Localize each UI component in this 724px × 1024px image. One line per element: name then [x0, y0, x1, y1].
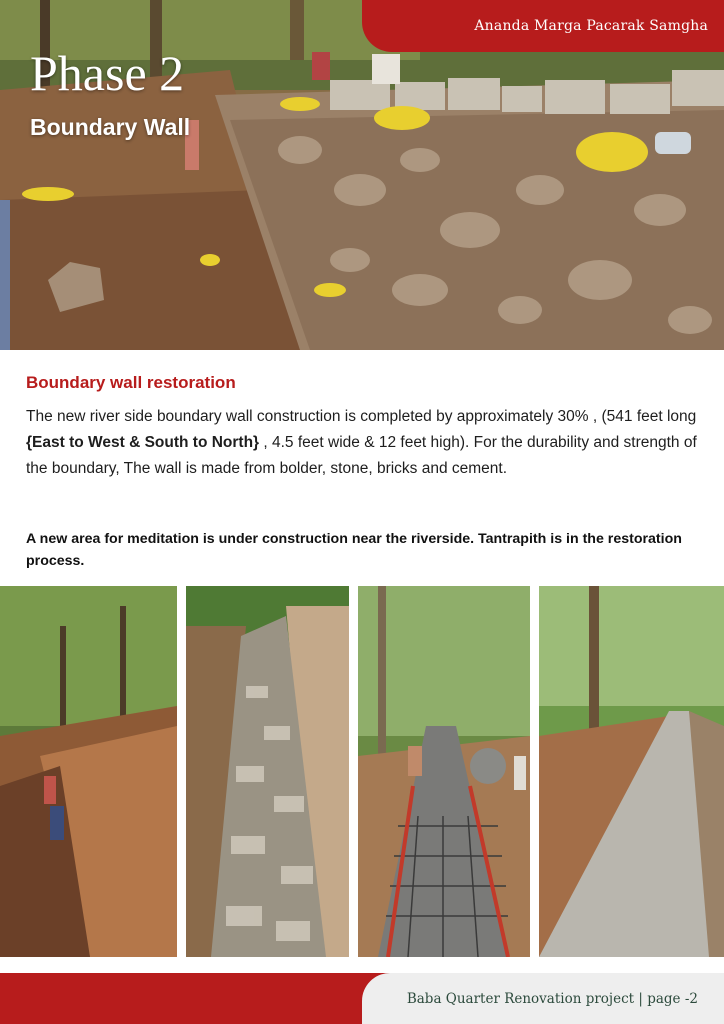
photo-trench-digging-illustration — [0, 586, 177, 957]
photo-rebar-concrete-illustration — [358, 586, 530, 957]
organization-name: Ananda Marga Pacarak Samgha — [474, 18, 708, 34]
description-part-1: The new river side boundary wall construction is completed by approximately 30% , (541 feet long — [26, 408, 697, 425]
footer — [362, 973, 724, 1024]
photo-trench-digging — [0, 586, 177, 957]
photo-strip — [0, 586, 724, 957]
page-subtitle: Boundary Wall — [30, 114, 191, 140]
photo-rebar-concrete — [358, 586, 530, 957]
photo-stone-foundation-illustration — [186, 586, 349, 957]
photo-finished-concrete-path-illustration — [539, 586, 724, 957]
description-part-2: , 4.5 feet wide & 12 feet high). For the durability and strength of the boundary, The wall is made from bolder, stone, bricks and cement. — [26, 434, 697, 477]
section-heading: Boundary wall restoration — [26, 373, 236, 392]
hero-photo-boundary-wall — [0, 0, 724, 350]
photo-stone-foundation — [186, 586, 349, 957]
description-direction-bold: {East to West & South to North} — [26, 434, 260, 451]
description-paragraph — [26, 404, 702, 482]
page-title: Phase 2 — [30, 45, 185, 101]
photo-finished-concrete-path — [539, 586, 724, 957]
organization-badge — [362, 0, 724, 52]
meditation-note: A new area for meditation is under construction near the riverside. Tantrapith is in the restoration process. — [26, 531, 682, 569]
footer-page-label: Baba Quarter Renovation project | page -2 — [406, 990, 698, 1007]
